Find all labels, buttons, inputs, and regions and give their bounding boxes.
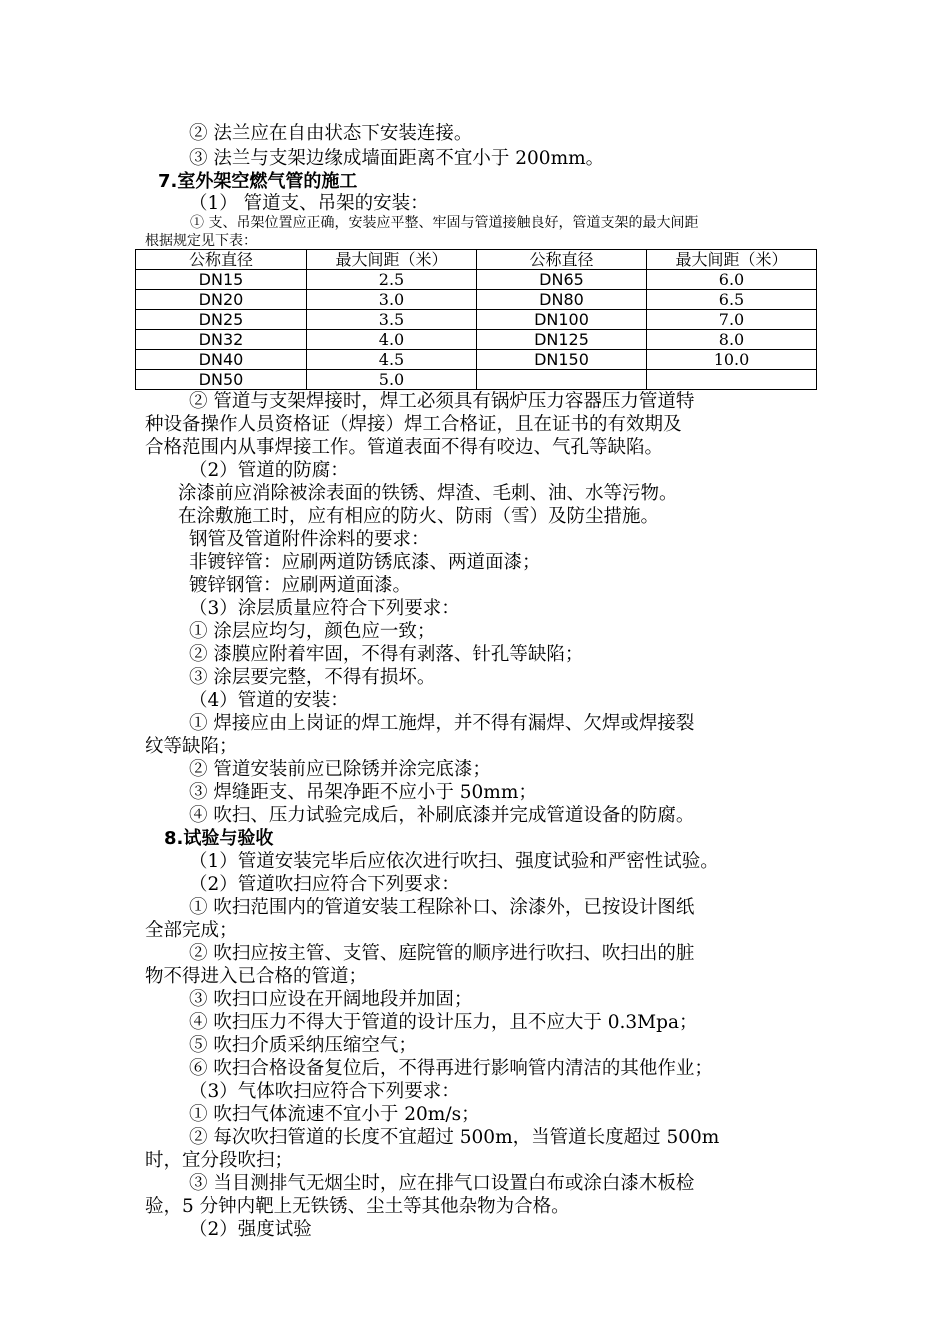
subsection-heading: （3）气体吹扫应符合下列要求： xyxy=(189,1081,460,1102)
table-header-cell: 最大间距（米） xyxy=(307,250,477,270)
table-row xyxy=(136,290,817,310)
paragraph-line: 镀锌钢管：应刷两道面漆。 xyxy=(189,575,412,596)
paragraph-line: 全部完成； xyxy=(145,920,238,941)
table-cell: DN125 xyxy=(477,330,647,350)
paragraph-line: ② 漆膜应附着牢固，不得有剥落、针孔等缺陷； xyxy=(189,644,584,665)
paragraph-line: ② 每次吹扫管道的长度不宜超过 500m，当管道长度超过 500m xyxy=(189,1127,720,1148)
paragraph-line: 涂漆前应消除被涂表面的铁锈、焊渣、毛刺、油、水等污物。 xyxy=(178,483,678,504)
table-cell: 4.5 xyxy=(307,350,477,370)
paragraph-line: ③ 焊缝距支、吊架净距不应小于 50mm； xyxy=(189,782,537,803)
section-heading-7: 7.室外架空燃气管的施工 xyxy=(158,171,358,192)
paragraph-line: ① 吹扫气体流速不宜小于 20m/s； xyxy=(189,1104,480,1125)
paragraph-line: （1）管道安装完毕后应依次进行吹扫、强度试验和严密性试验。 xyxy=(189,851,719,872)
table-row xyxy=(136,350,817,370)
paragraph-line: 合格范围内从事焊接工作。管道表面不得有咬边、气孔等缺陷。 xyxy=(145,437,664,458)
paragraph-line: 验，5 分钟内靶上无铁锈、尘土等其他杂物为合格。 xyxy=(145,1196,570,1217)
table-header-cell: 公称直径 xyxy=(477,250,647,270)
paragraph-line: ② 管道与支架焊接时，焊工必须具有锅炉压力容器压力管道特 xyxy=(189,391,695,412)
table-cell xyxy=(477,370,647,390)
paragraph-line: 纹等缺陷； xyxy=(145,736,238,757)
table-cell: 4.0 xyxy=(307,330,477,350)
section-heading-8: 8.试验与验收 xyxy=(164,828,274,849)
paragraph-line: ① 涂层应均匀，颜色应一致； xyxy=(189,621,436,642)
paragraph-line: ③ 涂层要完整，不得有损坏。 xyxy=(189,667,436,688)
subsection-heading: （2）强度试验 xyxy=(189,1219,312,1240)
table-cell: DN15 xyxy=(136,270,307,290)
subsection-heading: （3）涂层质量应符合下列要求： xyxy=(189,598,460,619)
table-cell: 2.5 xyxy=(307,270,477,290)
paragraph-line: ④ 吹扫、压力试验完成后，补刷底漆并完成管道设备的防腐。 xyxy=(189,805,695,826)
table-row xyxy=(136,270,817,290)
table-header-cell: 公称直径 xyxy=(136,250,307,270)
paragraph-line: ② 吹扫应按主管、支管、庭院管的顺序进行吹扫、吹扫出的脏 xyxy=(189,943,695,964)
table-row xyxy=(136,330,817,350)
paragraph-line: ① 焊接应由上岗证的焊工施焊，并不得有漏焊、欠焊或焊接裂 xyxy=(189,713,695,734)
table-cell: DN32 xyxy=(136,330,307,350)
paragraph-line: ① 吹扫范围内的管道安装工程除补口、涂漆外，已按设计图纸 xyxy=(189,897,695,918)
paragraph-line: 根据规定见下表： xyxy=(145,233,257,249)
table-cell: DN20 xyxy=(136,290,307,310)
table-row xyxy=(136,310,817,330)
table-cell: 3.5 xyxy=(307,310,477,330)
paragraph-line: ② 管道安装前应已除锈并涂完底漆； xyxy=(189,759,491,780)
table-cell: DN80 xyxy=(477,290,647,310)
table-cell: 8.0 xyxy=(647,330,817,350)
paragraph-line: ③ 当目测排气无烟尘时，应在排气口设置白布或涂白漆木板检 xyxy=(189,1173,695,1194)
subsection-heading: （2）管道吹扫应符合下列要求： xyxy=(189,874,460,895)
paragraph-line: ⑥ 吹扫合格设备复位后，不得再进行影响管内清洁的其他作业； xyxy=(189,1058,713,1079)
table-cell: DN100 xyxy=(477,310,647,330)
subsection-heading: （4）管道的安装： xyxy=(189,690,349,711)
paragraph-line: 时，宜分段吹扫； xyxy=(145,1150,294,1171)
table-cell: DN40 xyxy=(136,350,307,370)
paragraph-line: ① 支、吊架位置应正确，安装应平整、牢固与管道接触良好，管道支架的最大间距 xyxy=(190,215,699,231)
table-cell: 6.0 xyxy=(647,270,817,290)
table-cell: 3.0 xyxy=(307,290,477,310)
table-cell: DN150 xyxy=(477,350,647,370)
paragraph-line: ④ 吹扫压力不得大于管道的设计压力，且不应大于 0.3Mpa； xyxy=(189,1012,698,1033)
table-cell: 7.0 xyxy=(647,310,817,330)
paragraph-line: ③ 法兰与支架边缘成墙面距离不宜小于 200mm。 xyxy=(189,148,605,169)
table-cell: DN50 xyxy=(136,370,307,390)
table-header-cell: 最大间距（米） xyxy=(647,250,817,270)
subsection-heading: （1） 管道支、吊架的安装： xyxy=(189,193,429,214)
paragraph-line: ③ 吹扫口应设在开阔地段并加固； xyxy=(189,989,473,1010)
table-row xyxy=(136,370,817,390)
paragraph-line: ⑤ 吹扫介质采纳压缩空气； xyxy=(189,1035,417,1056)
paragraph-line: 非镀锌管：应刷两道防锈底漆、两道面漆； xyxy=(189,552,541,573)
paragraph-line: 钢管及管道附件涂料的要求： xyxy=(189,529,430,550)
paragraph-line: 种设备操作人员资格证（焊接）焊工合格证，且在证书的有效期及 xyxy=(145,414,682,435)
table-cell: 5.0 xyxy=(307,370,477,390)
table-cell: 10.0 xyxy=(647,350,817,370)
table-cell: DN65 xyxy=(477,270,647,290)
subsection-heading: （2）管道的防腐： xyxy=(189,460,349,481)
paragraph-line: 物不得进入已合格的管道； xyxy=(145,966,368,987)
paragraph-line: ② 法兰应在自由状态下安装连接。 xyxy=(189,123,473,144)
table-cell xyxy=(647,370,817,390)
paragraph-line: 在涂敷施工时，应有相应的防火、防雨（雪）及防尘措施。 xyxy=(178,506,660,527)
table-cell: 6.5 xyxy=(647,290,817,310)
support-spacing-table xyxy=(135,249,817,390)
table-header-row xyxy=(136,250,817,270)
table-cell: DN25 xyxy=(136,310,307,330)
